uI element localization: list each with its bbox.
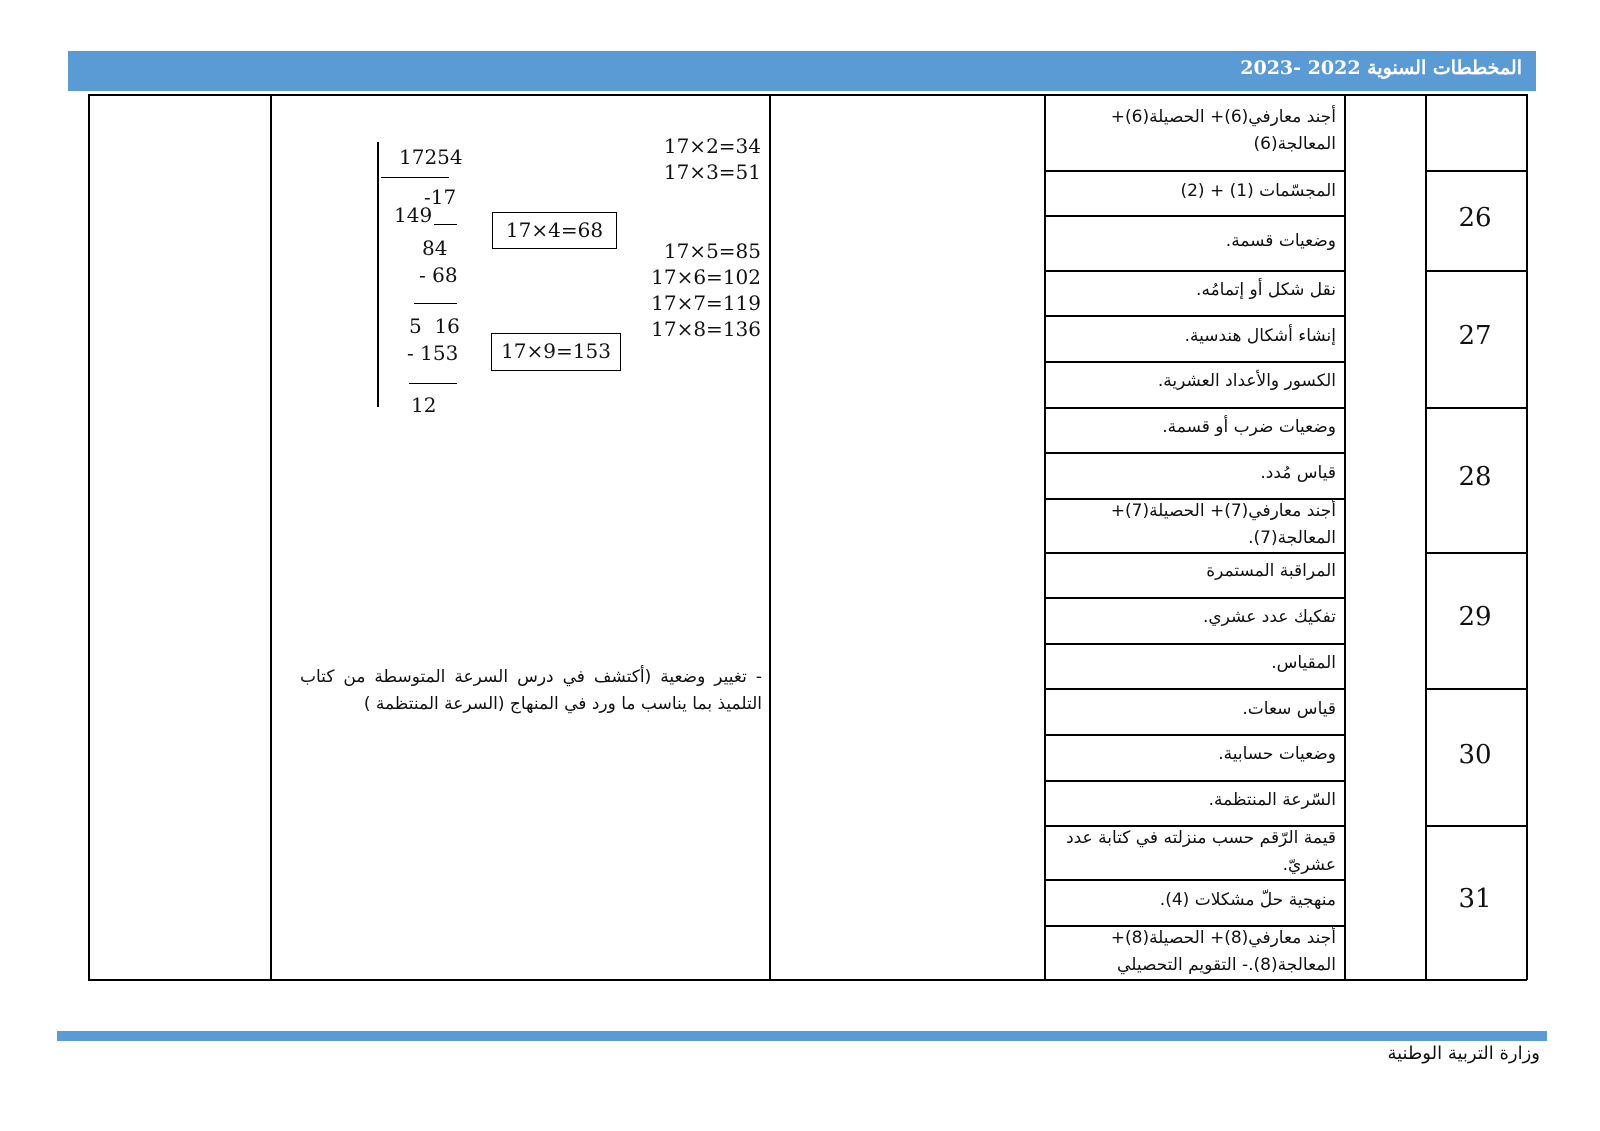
col-divider — [270, 94, 272, 980]
division-step: - 68 — [419, 263, 458, 287]
activity-text: أجند معارفي(6)+ الحصيلة(6)+ المعالجة(6) — [1110, 107, 1336, 154]
division-rule — [409, 383, 457, 384]
division-step: 84 — [422, 236, 448, 260]
row-divider — [1044, 315, 1344, 317]
col-divider — [1344, 94, 1346, 980]
week-divider — [1425, 270, 1526, 272]
activity-text: الكسور والأعداد العشرية. — [1157, 371, 1336, 391]
division-step: 5 16 — [409, 314, 460, 338]
multiple-item: 17×8=136 — [651, 317, 761, 341]
week-divider — [1425, 688, 1526, 690]
division-rule — [381, 177, 449, 178]
header-bar — [68, 51, 1536, 91]
activity-text: المجسّمات (1) + (2) — [1180, 181, 1336, 201]
week-divider — [1425, 552, 1526, 554]
dividend: 17254 — [399, 145, 463, 169]
week-divider — [1425, 407, 1526, 409]
division-rule — [414, 303, 457, 304]
boxed-multiple: 17×9=153 — [491, 333, 621, 371]
week-number: 31 — [1458, 884, 1492, 914]
table-border-left — [88, 94, 90, 980]
activity-text: منهجية حلّ مشكلات (4). — [1159, 890, 1336, 910]
activity-text: وضعيات قسمة. — [1225, 231, 1336, 251]
row-divider — [1044, 552, 1344, 554]
division-step: 149 — [394, 203, 433, 227]
row-divider — [1044, 643, 1344, 645]
row-divider — [1044, 361, 1344, 363]
multiple-item: 17×3=51 — [663, 160, 761, 184]
activity-text: إنشاء أشكال هندسية. — [1184, 326, 1336, 346]
row-divider — [1044, 215, 1344, 217]
activity-text: تفكيك عدد عشري. — [1202, 607, 1336, 627]
week-number: 30 — [1458, 740, 1492, 770]
week-number: 28 — [1458, 462, 1492, 492]
multiple-item: 17×2=34 — [663, 134, 761, 158]
week-divider — [1425, 170, 1526, 172]
activity-text: قيمة الرّقم حسب منزلته في كتابة عدد عشريّ. — [1066, 828, 1336, 875]
multiple-item: 17×5=85 — [663, 239, 761, 263]
row-divider — [1044, 597, 1344, 599]
row-divider — [1044, 407, 1344, 409]
activity-text: أجند معارفي(7)+ الحصيلة(7)+ المعالجة(7). — [1110, 501, 1336, 548]
col-divider — [1044, 94, 1046, 980]
col-divider — [769, 94, 771, 980]
row-divider — [1044, 688, 1344, 690]
division-step: - 153 — [407, 341, 459, 365]
week-divider — [1425, 825, 1526, 827]
activity-text: أجند معارفي(8)+ الحصيلة(8)+ المعالجة(8).- التقويم التحصيلي — [1110, 928, 1336, 975]
week-number: 29 — [1458, 602, 1492, 632]
division-step: -17 — [424, 185, 457, 209]
week-number: 26 — [1458, 203, 1492, 233]
footer-bar — [57, 1031, 1547, 1041]
remark-note: - تغيير وضعية (أكتشف في درس السرعة المتوسطة من كتاب التلميذ بما يناسب ما ورد في المنهاج (السرعة المنتظمة ) — [300, 667, 762, 714]
table-border-right — [1526, 94, 1528, 980]
activity-text: قياس مُدد. — [1260, 463, 1336, 483]
row-divider — [1044, 780, 1344, 782]
table-border-bottom — [88, 979, 1527, 981]
activity-text: وضعيات حسابية. — [1218, 744, 1336, 764]
row-divider — [1044, 452, 1344, 454]
multiple-item: 17×7=119 — [651, 291, 761, 315]
division-bar — [377, 142, 379, 407]
table-border-top — [88, 94, 1527, 96]
multiple-item: 17×6=102 — [651, 265, 761, 289]
division-rule — [434, 224, 457, 225]
footer-ministry: وزارة التربية الوطنية — [1387, 1043, 1540, 1064]
row-divider — [1044, 879, 1344, 881]
activity-text: قياس سعات. — [1242, 699, 1336, 719]
activity-text: المقياس. — [1271, 653, 1336, 673]
row-divider — [1044, 270, 1344, 272]
row-divider — [1044, 734, 1344, 736]
activity-text: نقل شكل أو إتمامُه. — [1196, 280, 1336, 300]
activity-text: السّرعة المنتظمة. — [1208, 790, 1336, 810]
remainder: 12 — [411, 393, 437, 417]
activity-text: المراقبة المستمرة — [1206, 561, 1336, 581]
activity-text: وضعيات ضرب أو قسمة. — [1162, 417, 1336, 437]
row-divider — [1044, 170, 1344, 172]
week-number: 27 — [1458, 321, 1492, 351]
boxed-multiple: 17×4=68 — [492, 212, 617, 249]
header-title: المخططات السنوية 2022 -2023 — [1240, 57, 1522, 79]
